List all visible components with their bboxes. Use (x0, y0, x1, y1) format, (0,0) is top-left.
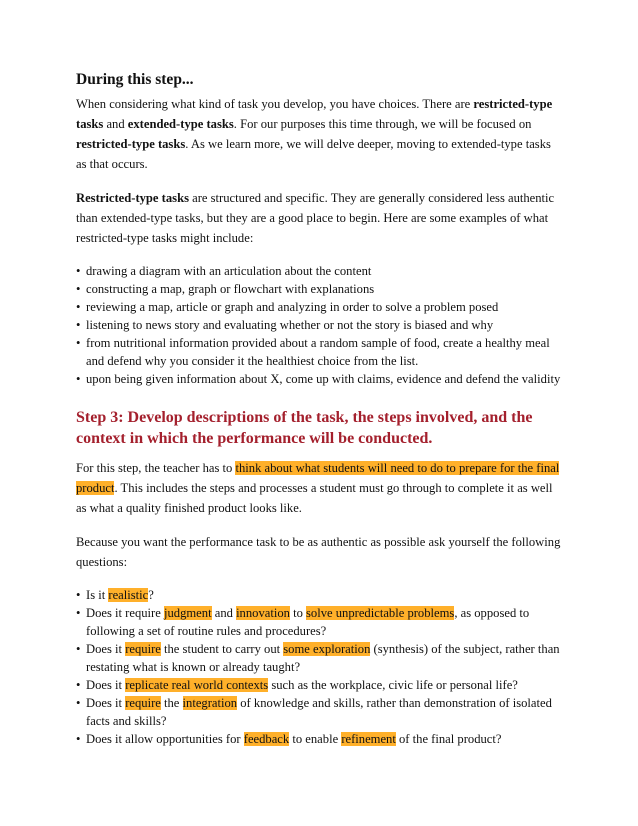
highlight: integration (182, 695, 238, 710)
highlight: replicate real world contexts (125, 677, 269, 692)
highlight: innovation (236, 605, 290, 620)
step3-heading: Step 3: Develop descriptions of the task, the steps involved, and the context in which the performance will be conducted. (76, 409, 533, 447)
section-heading-during-step: During this step... (76, 71, 194, 88)
list-item: • upon being given information about X, come up with claims, evidence and defend the validity (76, 370, 562, 388)
highlight: think about what students will need to do to prepare for the final product (76, 460, 560, 495)
step3-paragraph: For this step, the teacher has to think about what students will need to do to prepare for the final product. This includes the steps and processes a student must go through to complete it as well as what a quality finished product looks like. (76, 460, 560, 515)
list-item: • Is it realistic? (76, 586, 562, 604)
restricted-tasks-paragraph: Restricted-type tasks are structured and specific. They are generally considered less authentic than extended-type tasks, but they are a good place to begin. Here are some examples of what restricted-type tasks might include: (76, 191, 555, 246)
list-item: • Does it require judgment and innovation to solve unpredictable problems, as opposed to following a set of routine rules and procedures? (76, 604, 562, 640)
list-item: • Does it replicate real world contexts such as the workplace, civic life or personal life? (76, 676, 562, 694)
authentic-paragraph: Because you want the performance task to be as authentic as possible ask yourself the following questions: (76, 534, 561, 569)
highlight: refinement (341, 731, 396, 746)
highlight: realistic (108, 587, 149, 602)
highlight: require (125, 695, 161, 710)
list-item: • Does it require the student to carry out some exploration (synthesis) of the subject, rather than restating what is known or already taught? (76, 640, 562, 676)
highlight: require (125, 641, 161, 656)
highlight: some exploration (283, 641, 371, 656)
list-item: • from nutritional information provided about a random sample of food, create a healthy meal and defend why you consider it the healthiest choice from the list. (76, 334, 562, 370)
list-item: • reviewing a map, article or graph and analyzing in order to solve a problem posed (76, 298, 562, 316)
list-item: • Does it allow opportunities for feedback to enable refinement of the final product? (76, 730, 562, 748)
highlight: judgment (164, 605, 212, 620)
examples-list (76, 262, 562, 388)
list-item: • constructing a map, graph or flowchart with explanations (76, 280, 562, 298)
highlight: feedback (243, 731, 290, 746)
highlight: solve unpredictable problems (306, 605, 455, 620)
list-item: • Does it require the integration of knowledge and skills, rather than demonstration of isolated facts and skills? (76, 694, 562, 730)
intro-paragraph: When considering what kind of task you develop, you have choices. There are restricted-type tasks and extended-type tasks. For our purposes this time through, we will be focused on restricted-type tasks. As we learn more, we will delve deeper, moving to extended-type tasks as that occurs. (76, 97, 553, 172)
list-item: • drawing a diagram with an articulation about the content (76, 262, 562, 280)
questions-list (76, 586, 562, 748)
list-item: • listening to news story and evaluating whether or not the story is biased and why (76, 316, 562, 334)
